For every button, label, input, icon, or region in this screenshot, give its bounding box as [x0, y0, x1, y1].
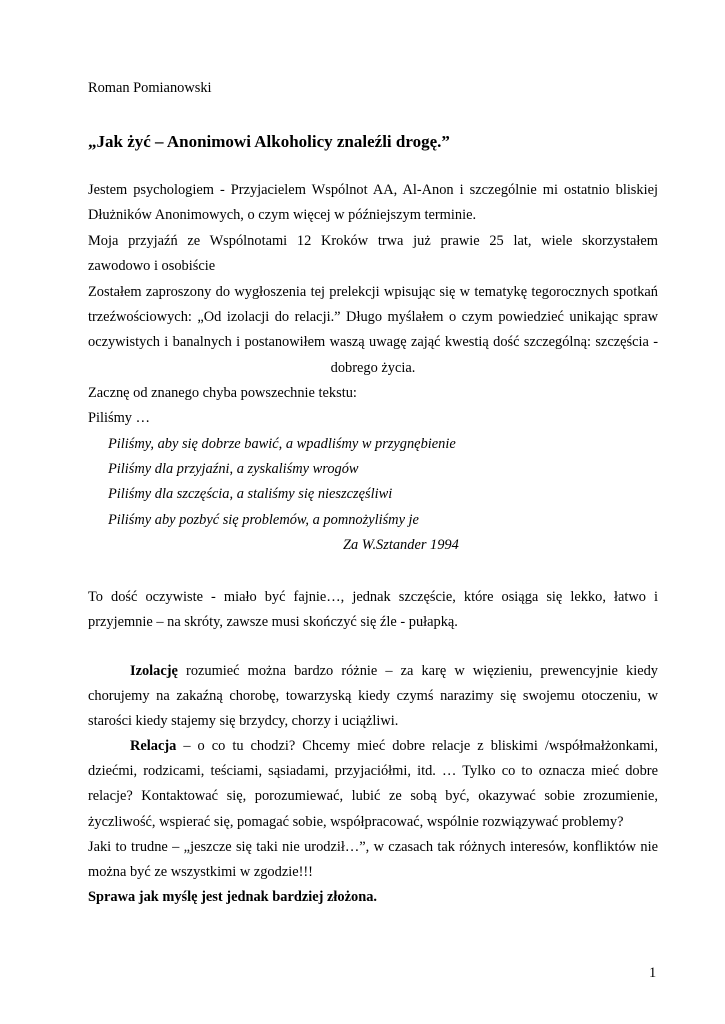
poem-line: Piliśmy, aby się dobrze bawić, a wpadliśmy w przygnębienie: [108, 436, 456, 452]
author-name: Roman Pomianowski: [88, 80, 212, 96]
poem-line: Piliśmy aby pozbyć się problemów, a pomnożyliśmy je: [108, 511, 419, 528]
poem-attribution: Za W.Sztander 1994: [343, 537, 459, 553]
text-line: [88, 734, 658, 759]
intro-paragraph-4: [88, 381, 658, 431]
intro-paragraph-2: [88, 229, 658, 279]
text-line: To dość oczywiste - miało być fajnie…, jednak szczęście, które osiąga się lekko, łatwo i: [88, 589, 658, 605]
poem: [108, 432, 658, 533]
intro-paragraph-3: [88, 280, 658, 381]
text-line: chorujemy na zakaźną chorobę, towarzyską kiedy czymś narazimy się swojemu otoczeniu, w: [88, 688, 658, 705]
text-line: życzliwość, wspierać się, pomagać sobie, współpracować, wspólnie rozwiązywać problemy?: [88, 813, 624, 830]
conclusion: [88, 885, 658, 910]
intro-paragraph-1: [88, 178, 658, 228]
text-line: Zacznę od znanego chyba powszechnie tekstu:: [88, 385, 357, 401]
poem-line: Piliśmy dla szczęścia, a staliśmy się nieszczęśliwi: [108, 486, 393, 503]
text-line: zawodowo i osobiście: [88, 258, 216, 275]
paragraph-izolacja: [88, 659, 658, 735]
text-line: Moja przyjaźń ze Wspólnotami 12 Kroków trwa już prawie 25 lat, wiele skorzystałem: [88, 233, 658, 249]
text-line: [88, 659, 658, 684]
paragraph-hard: [88, 835, 658, 885]
text-line: starości kiedy stajemy się brzydcy, chorzy i uciążliwi.: [88, 713, 399, 730]
text-line: przyjemnie – na skróty, zawsze musi skończyć się źle - pułapką.: [88, 614, 458, 631]
page-number: 1: [649, 965, 657, 981]
term-izolacja: Izolację: [130, 663, 178, 679]
term-relacja: Relacja: [130, 738, 177, 754]
text-fragment: rozumieć można bardzo różnie – za karę w więzieniu, prewencyjnie kiedy: [177, 663, 658, 679]
text-line: można być ze wszystkimi w zgodzie!!!: [88, 864, 313, 881]
text-line: oczywistych i banalnych i postanowiłem waszą uwagę zająć kwestią dość szczególną: szczęścia -: [88, 334, 658, 351]
text-line: dobrego życia.: [330, 359, 416, 376]
text-line: Dłużników Anonimowych, o czym więcej w późniejszym terminie.: [88, 207, 477, 224]
poem-line: Piliśmy dla przyjaźni, a zyskaliśmy wrogów: [108, 461, 359, 478]
text-line: Piliśmy …: [88, 410, 150, 427]
text-line: dziećmi, rodzicami, teściami, sąsiadami, przyjaciółmi, itd. … Tylko co to oznacza mieć dobre: [88, 763, 658, 780]
text-line: Zostałem zaproszony do wygłoszenia tej prelekcji wpisując się w tematykę tegorocznych spotkań: [88, 284, 658, 300]
conclusion-text: Sprawa jak myślę jest jednak bardziej złożona.: [88, 889, 377, 905]
text-line: trzeźwościowych: „Od izolacji do relacji.” Długo myślałem o czym powiedzieć unikając spraw: [88, 309, 658, 326]
paragraph-relacja: [88, 734, 658, 835]
text-fragment: – o co tu chodzi? Chcemy mieć dobre relacje z bliskimi /współmałżonkami,: [176, 738, 658, 754]
text-line: Jaki to trudne – „jeszcze się taki nie urodził…”, w czasach tak różnych interesów, konfliktów nie: [88, 839, 658, 855]
document-title: „Jak żyć – Anonimowi Alkoholicy znaleźli drogę.”: [88, 132, 450, 151]
text-line: relacje? Kontaktować się, porozumiewać, lubić ze sobą być, okazywać sobie zrozumienie,: [88, 788, 658, 805]
paragraph-trap: [88, 585, 658, 635]
text-line: Jestem psychologiem - Przyjacielem Wspólnot AA, Al-Anon i szczególnie mi ostatnio bliskiej: [88, 182, 658, 198]
